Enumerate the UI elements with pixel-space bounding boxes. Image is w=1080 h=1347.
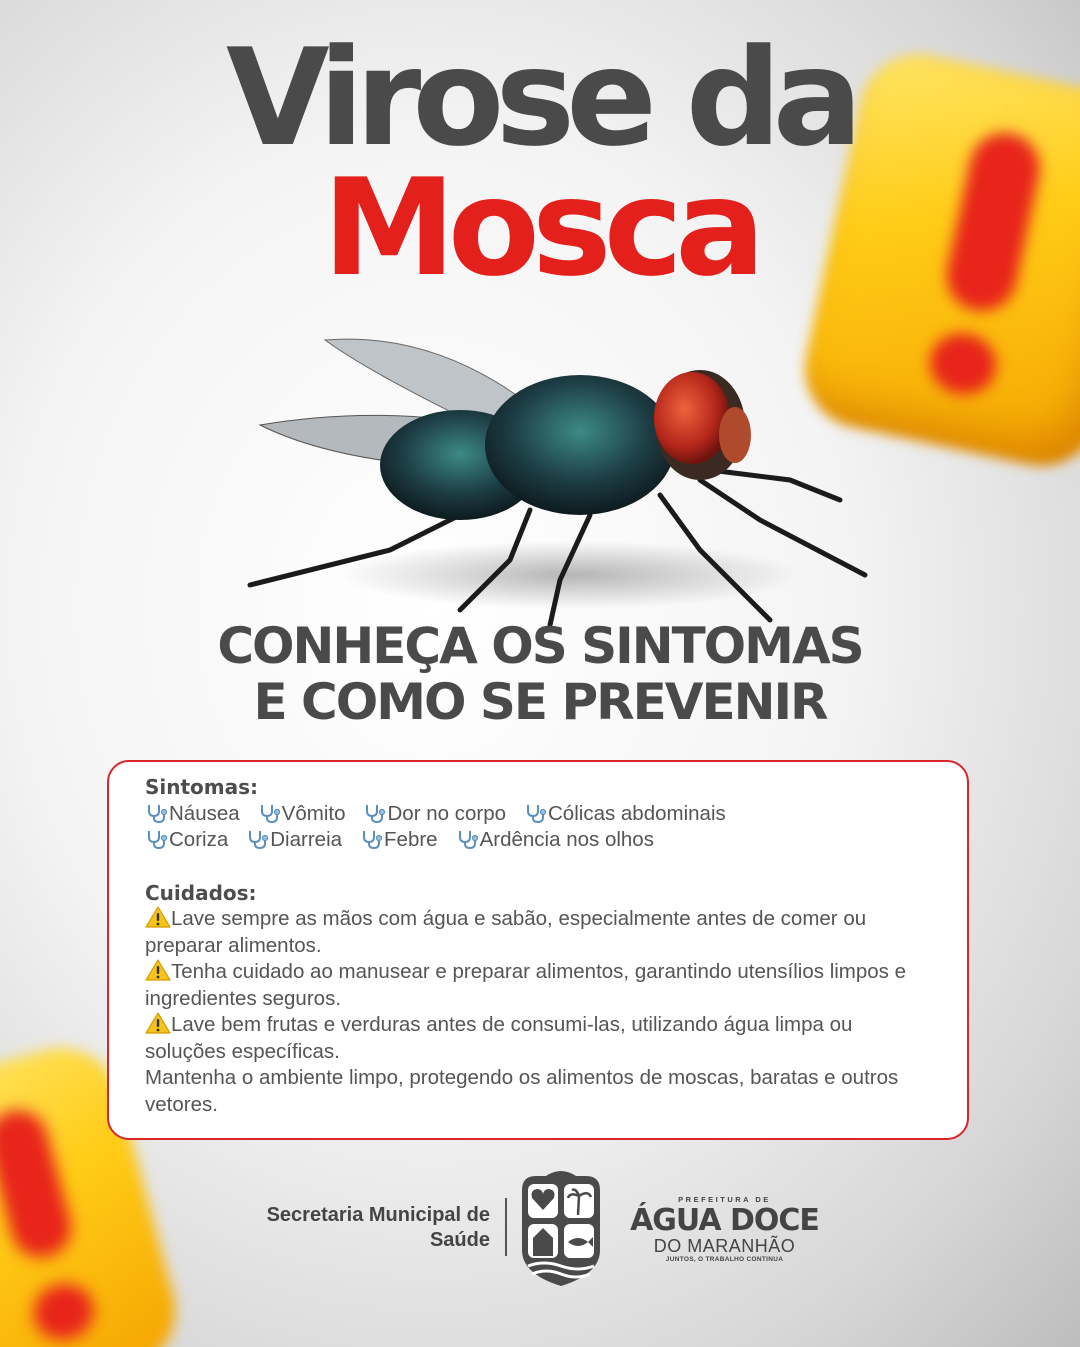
brand-top: PREFEITURA DE [678, 1195, 771, 1204]
symptom-item [145, 827, 228, 854]
stethoscope-icon [258, 803, 282, 823]
info-box [107, 760, 969, 1140]
care-item [145, 959, 931, 1012]
care-item-text: Tenha cuidado ao manusear e preparar alimentos, garantindo utensílios limpos e ingredientes seguros. [145, 960, 907, 1010]
care-item-text: Lave bem frutas e verduras antes de consumi-las, utilizando água limpa ou soluções específicas. [145, 1013, 853, 1063]
stethoscope-icon [360, 829, 384, 849]
symptom-item [246, 827, 342, 854]
care-item [145, 1065, 931, 1118]
symptom-label: Febre [384, 828, 438, 851]
symptom-label: Cólicas abdominais [548, 801, 726, 825]
stethoscope-icon [363, 803, 387, 823]
brand-main: ÁGUA DOCE [630, 1203, 819, 1238]
stethoscope-icon [456, 829, 480, 849]
symptom-item [363, 801, 506, 828]
subtitle-line-1: CONHEÇA OS SINTOMAS [217, 617, 863, 675]
care-heading: Cuidados: [145, 880, 257, 905]
title-line-2: Mosca [322, 150, 758, 306]
department-line-1: Secretaria Municipal de [266, 1204, 490, 1226]
health-department-label [230, 1203, 490, 1253]
symptom-item [360, 827, 438, 854]
city-crest-logo [518, 1170, 604, 1288]
exclamation-dot [28, 1277, 100, 1346]
warning-icon [145, 1012, 171, 1034]
warning-icon [145, 906, 171, 928]
warning-icon [145, 959, 171, 981]
symptoms-row-1 [145, 801, 931, 828]
stethoscope-icon [246, 829, 270, 849]
symptom-label: Coriza [169, 828, 229, 851]
symptoms-heading: Sintomas: [145, 775, 259, 799]
symptom-label: Diarreia [270, 828, 343, 851]
symptom-label: Vômito [281, 801, 346, 825]
city-brand [622, 1195, 827, 1265]
fly-illustration [230, 320, 890, 630]
exclamation-dot [925, 328, 1002, 400]
symptom-label: Ardência nos olhos [479, 828, 654, 851]
title-line-1: Virose da [225, 20, 855, 176]
exclamation-bar [0, 1104, 78, 1264]
symptoms-row-2 [145, 827, 931, 854]
symptom-label: Náusea [169, 801, 240, 825]
stethoscope-icon [524, 803, 548, 823]
department-line-2: Saúde [429, 1229, 490, 1251]
symptom-item [456, 827, 654, 854]
care-item-text: Lave sempre as mãos com água e sabão, especialmente antes de comer ou preparar alimentos. [145, 907, 867, 957]
subtitle-line-2: E COMO SE PREVENIR [253, 673, 827, 731]
subtitle [0, 618, 1080, 730]
brand-slogan: JUNTOS, O TRABALHO CONTINUA [665, 1256, 784, 1263]
symptom-item [258, 801, 346, 828]
symptom-item [145, 801, 240, 828]
symptom-item [524, 801, 726, 828]
care-item-text: Mantenha o ambiente limpo, protegendo os alimentos de moscas, baratas e outros vetores. [145, 1066, 899, 1116]
stethoscope-icon [145, 803, 169, 823]
symptom-label: Dor no corpo [387, 801, 506, 825]
stethoscope-icon [145, 829, 169, 849]
care-item [145, 906, 931, 959]
care-item [145, 1012, 931, 1065]
brand-sub: DO MARANHÃO [653, 1236, 796, 1256]
care-list [145, 906, 931, 1118]
footer-divider [505, 1198, 507, 1256]
